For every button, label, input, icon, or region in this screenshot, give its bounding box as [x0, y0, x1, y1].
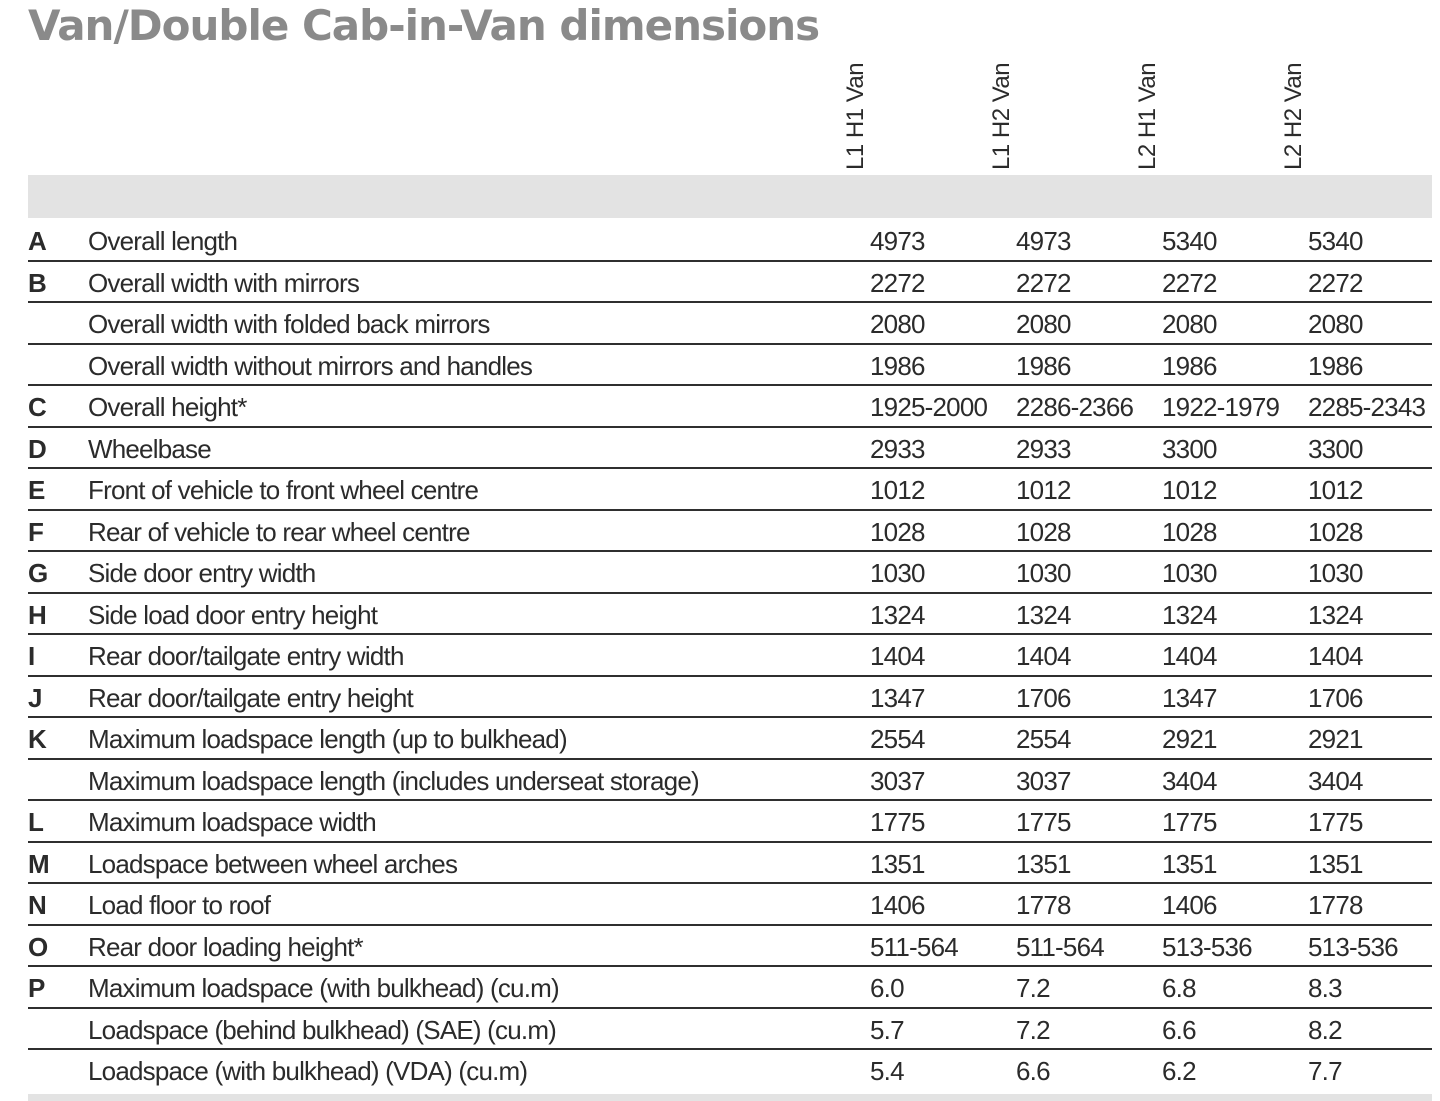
row-value: 1351 — [1016, 848, 1071, 879]
row-value: 1028 — [1162, 516, 1217, 547]
row-label: Rear door/tailgate entry width — [88, 641, 404, 671]
row-value: 1775 — [870, 807, 925, 837]
row-value: 6.6 — [1162, 1014, 1196, 1045]
row-label: Rear door/tailgate entry height — [88, 682, 413, 713]
row-value: 8.2 — [1308, 1014, 1342, 1045]
row-value: 2272 — [870, 267, 925, 298]
table-row — [28, 594, 1432, 636]
row-value: 7.2 — [1016, 973, 1050, 1003]
row-value: 3300 — [1162, 433, 1217, 464]
row-value: 1986 — [1016, 350, 1071, 381]
page-title: Van/Double Cab-in-Van dimensions — [28, 1, 820, 50]
row-letter: D — [28, 433, 46, 464]
row-value: 2921 — [1162, 724, 1217, 754]
table-row — [28, 303, 1432, 345]
row-label: Side load door entry height — [88, 599, 378, 630]
row-label: Wheelbase — [88, 433, 211, 464]
column-header-l2h2 — [1280, 62, 1320, 170]
header-band — [28, 175, 1432, 218]
row-value: 1706 — [1308, 682, 1363, 713]
row-value: 2285-2343 — [1308, 392, 1426, 422]
table-row — [28, 635, 1432, 677]
row-letter: C — [28, 392, 46, 422]
row-letter: O — [28, 931, 48, 962]
row-value: 2921 — [1308, 724, 1363, 754]
row-value: 3037 — [1016, 765, 1071, 796]
row-letter: H — [28, 599, 46, 630]
row-value: 7.2 — [1016, 1014, 1050, 1045]
table-row — [28, 552, 1432, 594]
row-value: 6.6 — [1016, 1056, 1050, 1086]
row-value: 511-564 — [870, 931, 958, 962]
row-letter: G — [28, 558, 48, 588]
row-letter: N — [28, 890, 46, 920]
row-value: 2080 — [1162, 309, 1217, 339]
table-row — [28, 428, 1432, 470]
row-value: 1030 — [1016, 558, 1071, 588]
dimensions-table — [28, 220, 1432, 1092]
row-value: 3404 — [1308, 765, 1363, 796]
row-value: 1324 — [1308, 599, 1363, 630]
row-value: 5340 — [1162, 226, 1217, 256]
row-value: 5.4 — [870, 1056, 904, 1086]
row-value: 1324 — [1016, 599, 1071, 630]
row-value: 4973 — [1016, 226, 1071, 256]
column-header-label: L2 H1 Van — [1134, 62, 1161, 170]
table-row — [28, 262, 1432, 304]
row-label: Loadspace (behind bulkhead) (SAE) (cu.m) — [88, 1014, 557, 1045]
row-value: 2080 — [1308, 309, 1363, 339]
row-label: Maximum loadspace (with bulkhead) (cu.m) — [88, 973, 559, 1003]
row-label: Maximum loadspace length (up to bulkhead) — [88, 724, 567, 754]
table-row — [28, 1050, 1432, 1092]
row-value: 1324 — [870, 599, 925, 630]
row-value: 1028 — [870, 516, 925, 547]
row-value: 1012 — [1016, 475, 1071, 505]
row-value: 1012 — [1162, 475, 1217, 505]
row-letter: J — [28, 682, 42, 713]
row-value: 511-564 — [1016, 931, 1104, 962]
row-value: 2554 — [1016, 724, 1071, 754]
row-value: 2080 — [870, 309, 925, 339]
row-value: 1775 — [1308, 807, 1363, 837]
row-value: 1775 — [1162, 807, 1217, 837]
table-row — [28, 760, 1432, 802]
row-value: 1406 — [1162, 890, 1217, 920]
row-value: 1404 — [1308, 641, 1363, 671]
row-value: 7.7 — [1308, 1056, 1342, 1086]
row-value: 8.3 — [1308, 973, 1342, 1003]
row-label: Overall height* — [88, 392, 247, 422]
row-value: 1030 — [1162, 558, 1217, 588]
row-value: 1351 — [870, 848, 925, 879]
row-value: 1986 — [1308, 350, 1363, 381]
row-value: 1347 — [870, 682, 925, 713]
row-value: 1778 — [1016, 890, 1071, 920]
row-label: Front of vehicle to front wheel centre — [88, 475, 479, 505]
column-header-label: L2 H2 Van — [1280, 62, 1307, 170]
row-value: 1706 — [1016, 682, 1071, 713]
row-value: 1351 — [1162, 848, 1217, 879]
row-value: 1986 — [1162, 350, 1217, 381]
row-value: 5340 — [1308, 226, 1363, 256]
row-value: 2080 — [1016, 309, 1071, 339]
row-letter: K — [28, 724, 46, 754]
row-value: 6.2 — [1162, 1056, 1196, 1086]
row-value: 2272 — [1016, 267, 1071, 298]
row-label: Overall length — [88, 226, 238, 256]
row-value: 1404 — [870, 641, 925, 671]
row-value: 2554 — [870, 724, 925, 754]
table-row — [28, 884, 1432, 926]
row-label: Maximum loadspace length (includes underseat storage) — [88, 765, 699, 796]
table-row — [28, 469, 1432, 511]
table-row — [28, 843, 1432, 885]
row-value: 5.7 — [870, 1014, 904, 1045]
row-value: 2272 — [1308, 267, 1363, 298]
table-row — [28, 967, 1432, 1009]
table-row — [28, 511, 1432, 553]
row-value: 4973 — [870, 226, 925, 256]
row-value: 1925-2000 — [870, 392, 988, 422]
row-value: 1028 — [1016, 516, 1071, 547]
row-value: 1404 — [1016, 641, 1071, 671]
row-label: Overall width without mirrors and handles — [88, 350, 533, 381]
row-letter: E — [28, 475, 45, 505]
table-row — [28, 718, 1432, 760]
row-value: 2933 — [870, 433, 925, 464]
row-value: 1030 — [870, 558, 925, 588]
table-row — [28, 1009, 1432, 1051]
column-header-l1h1 — [842, 62, 882, 170]
column-header-l2h1 — [1134, 62, 1174, 170]
row-value: 1986 — [870, 350, 925, 381]
row-letter: B — [28, 267, 46, 298]
row-letter: P — [28, 973, 45, 1003]
row-letter: I — [28, 641, 35, 671]
row-label: Rear of vehicle to rear wheel centre — [88, 516, 470, 547]
row-value: 6.8 — [1162, 973, 1196, 1003]
row-value: 1922-1979 — [1162, 392, 1280, 422]
footer-band — [28, 1094, 1432, 1101]
table-row — [28, 801, 1432, 843]
table-row — [28, 386, 1432, 428]
row-value: 1778 — [1308, 890, 1363, 920]
row-label: Rear door loading height* — [88, 931, 363, 962]
row-label: Loadspace (with bulkhead) (VDA) (cu.m) — [88, 1056, 528, 1086]
row-value: 3037 — [870, 765, 925, 796]
row-label: Loadspace between wheel arches — [88, 848, 458, 879]
row-value: 1012 — [1308, 475, 1363, 505]
row-value: 1012 — [870, 475, 925, 505]
row-letter: M — [28, 848, 49, 879]
row-letter: A — [28, 226, 46, 256]
row-value: 6.0 — [870, 973, 904, 1003]
row-label: Load floor to roof — [88, 890, 271, 920]
row-letter: F — [28, 516, 44, 547]
row-value: 1347 — [1162, 682, 1217, 713]
row-value: 1324 — [1162, 599, 1217, 630]
table-row — [28, 926, 1432, 968]
column-header-label: L1 H2 Van — [988, 62, 1015, 170]
row-label: Side door entry width — [88, 558, 316, 588]
row-value: 2272 — [1162, 267, 1217, 298]
row-value: 2286-2366 — [1016, 392, 1134, 422]
row-value: 1351 — [1308, 848, 1363, 879]
row-value: 2933 — [1016, 433, 1071, 464]
row-label: Overall width with mirrors — [88, 267, 360, 298]
row-value: 1404 — [1162, 641, 1217, 671]
row-label: Overall width with folded back mirrors — [88, 309, 490, 339]
row-value: 3300 — [1308, 433, 1363, 464]
column-header-label: L1 H1 Van — [842, 62, 869, 170]
column-header-l1h2 — [988, 62, 1028, 170]
row-value: 513-536 — [1308, 931, 1398, 962]
row-value: 1028 — [1308, 516, 1363, 547]
row-letter: L — [28, 807, 44, 837]
row-value: 1775 — [1016, 807, 1071, 837]
row-value: 1406 — [870, 890, 925, 920]
table-row — [28, 220, 1432, 262]
row-value: 1030 — [1308, 558, 1363, 588]
table-row — [28, 345, 1432, 387]
table-row — [28, 677, 1432, 719]
row-label: Maximum loadspace width — [88, 807, 376, 837]
row-value: 513-536 — [1162, 931, 1252, 962]
row-value: 3404 — [1162, 765, 1217, 796]
